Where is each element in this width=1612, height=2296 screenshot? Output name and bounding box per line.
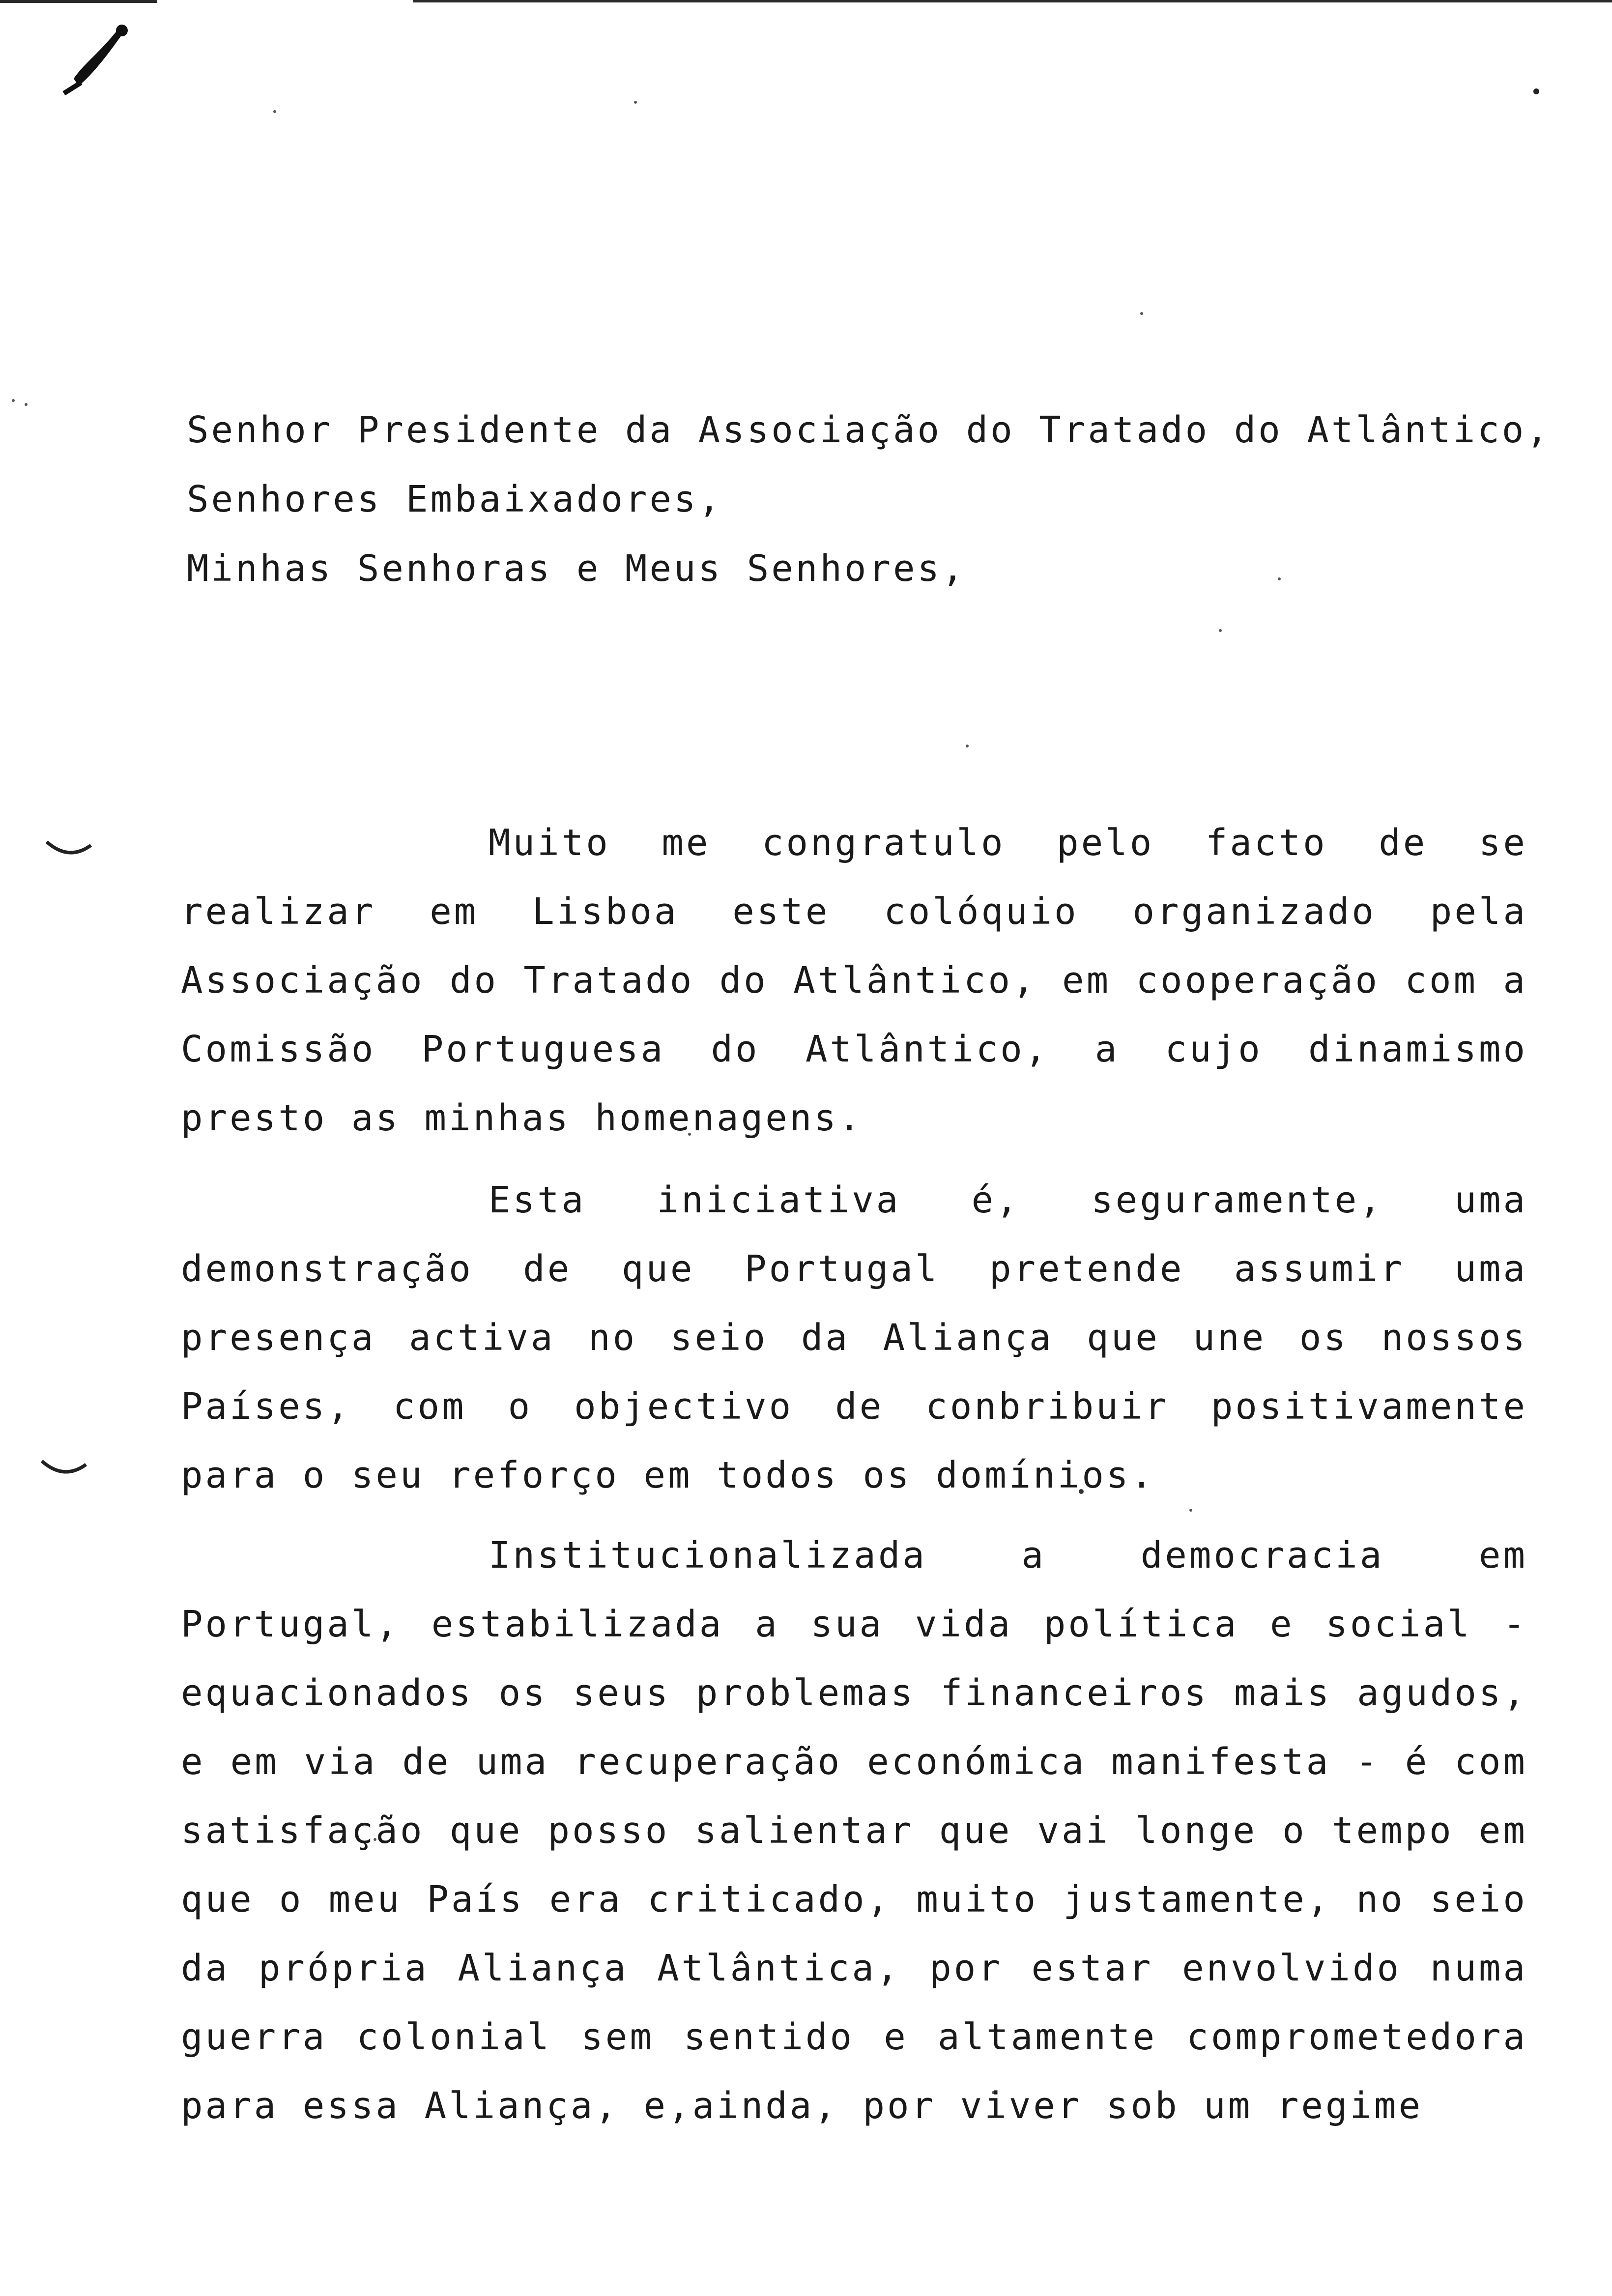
salutation-line: Minhas Senhoras e Meus Senhores,: [187, 547, 966, 590]
scan-speck: [966, 745, 969, 747]
scan-speck: [1140, 312, 1143, 315]
body-paragraph: Institucionalizada a democracia em Portugal, estabilizada a sua vida política e social - equacionados os seus problemas financeiros mais agudos, e em via de uma recuperação económica manifesta - é com satisfação que posso salientar que vai longe o tempo em que o meu País era criticado, muito justamente, no seio da própria Aliança Atlântica, por estar envolvido numa guerra colonial sem sentido e altamente comprometedora para essa Aliança, e,ainda, por viver sob um regime: [181, 1534, 1527, 2127]
scan-speck: [1533, 88, 1539, 94]
salutation-block: [187, 396, 1551, 603]
scan-speck: [634, 101, 637, 104]
top-edge-line: [0, 0, 157, 3]
salutation-line: Senhores Embaixadores,: [187, 478, 723, 520]
body-paragraph: Muito me congratulo pelo facto de se realizar em Lisboa este colóquio organizado pela Associação do Tratado do Atlântico, em cooperação com a Comissão Portuguesa do Atlântico, a cujo dinamismo presto as minhas homenagens.: [181, 822, 1527, 1139]
scan-speck: [25, 403, 28, 406]
salutation-line: Senhor Presidente da Associação do Tratado do Atlântico,: [187, 409, 1551, 451]
top-edge-line: [413, 0, 1612, 2]
scan-speck: [1219, 629, 1222, 632]
ink-mark: [44, 20, 133, 103]
body-paragraph: Esta iniciativa é, seguramente, uma demonstração de que Portugal pretende assumir uma presença activa no seio da Aliança que une os nossos Países, com o objectivo de conbribuir positivamente para o seu reforço em todos os domínios.: [181, 1179, 1527, 1496]
binder-hole-mark: [44, 838, 93, 862]
scan-speck: [12, 399, 15, 402]
scan-speck: [273, 110, 276, 113]
binder-hole-mark: [39, 1457, 88, 1482]
